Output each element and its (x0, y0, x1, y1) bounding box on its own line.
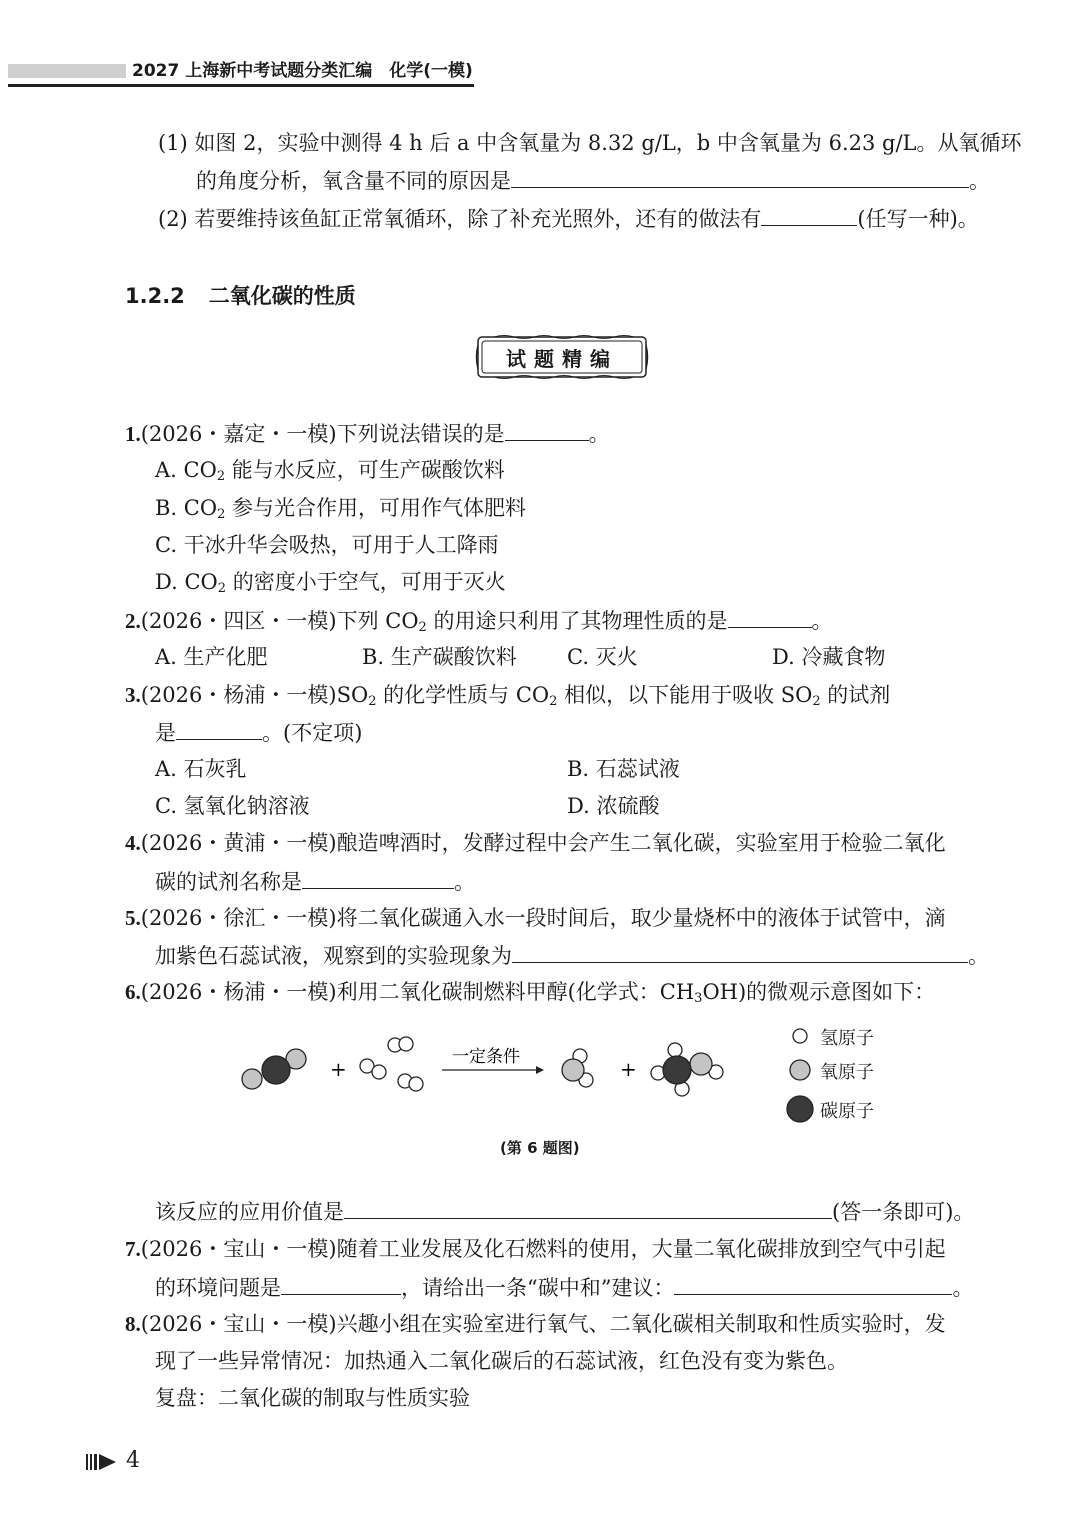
question-number: 3. (125, 683, 141, 707)
q1-option-c: C. 干冰升华会吸热，可用于人工降雨 (155, 533, 499, 557)
answer-blank[interactable] (512, 940, 968, 963)
q2-stem-end: 。 (811, 609, 833, 633)
q3-option-b: B. 石蕊试液 (567, 757, 680, 781)
q7-stem-line2 (155, 1272, 973, 1303)
q4-stem-end: 。 (454, 870, 475, 894)
q3-stem-line2 (155, 717, 362, 748)
q3-option-c: C. 氢氧化钠溶液 (155, 794, 310, 818)
question-number: 1. (125, 422, 141, 446)
q3-stem-text: 的化学性质与 CO (376, 683, 550, 707)
option-text: A. CO (155, 458, 217, 482)
top-q2-text: (2) 若要维持该鱼缸正常氧循环，除了补充光照外，还有的做法有 (158, 207, 762, 231)
top-q1-line2-text: 的角度分析，氧含量不同的原因是 (196, 169, 511, 193)
header-decoration-bar (8, 64, 126, 78)
q3-stem-text: (2026・杨浦・一模)SO (140, 683, 369, 707)
legend-swatches (785, 1020, 815, 1130)
q5-stem-line2 (155, 940, 989, 971)
answer-blank[interactable] (281, 1272, 401, 1295)
subscript: 2 (217, 507, 226, 522)
figure-caption: (第 6 题图) (500, 1139, 580, 1157)
q7-stem-end: 。 (952, 1276, 974, 1300)
arrow-label: 一定条件 (452, 1047, 520, 1067)
q3-option-d: D. 浓硫酸 (567, 794, 660, 818)
subscript: 2 (549, 694, 558, 709)
h2-molecules (360, 1037, 423, 1091)
q3-option-a: A. 石灰乳 (155, 757, 247, 781)
q3-stem-text: 的试剂 (820, 683, 891, 707)
q3-stem (125, 680, 890, 710)
option-text: 能与水反应，可生产碳酸饮料 (225, 458, 505, 482)
q2-stem (125, 605, 833, 636)
subscript: 3 (694, 991, 703, 1006)
q4-stem-line2 (155, 866, 475, 897)
q4-stem (125, 828, 946, 858)
q8-stem (125, 1309, 946, 1339)
answer-blank[interactable] (505, 418, 589, 441)
q5-stem (125, 903, 946, 933)
carbon-atom-icon (787, 1096, 813, 1122)
q3-stem-end: 。(不定项) (262, 721, 363, 745)
q5-stem-text: 加紫色石蕊试液，观察到的实验现象为 (155, 944, 512, 968)
option-text: D. CO (155, 570, 218, 594)
question-number: 6. (125, 980, 141, 1004)
plus-sign: + (330, 1057, 347, 1081)
subscript: 2 (368, 694, 377, 709)
question-number: 8. (125, 1312, 141, 1336)
q2-option-c: C. 灭火 (567, 645, 638, 669)
q1-option-d (155, 567, 506, 597)
answer-blank[interactable] (344, 1196, 832, 1219)
banner-title: 试题精编 (506, 347, 618, 371)
top-q1-line1: (1) 如图 2，实验中测得 4 h 后 a 中含氧量为 8.32 g/L，b 中含氧量为 6.23 g/L。从氧循环 (158, 131, 1022, 155)
top-q1-line2 (196, 165, 990, 196)
header-title: 2027 上海新中考试题分类汇编 化学(一模) (132, 61, 473, 81)
question-number: 7. (125, 1237, 141, 1261)
question-number: 4. (125, 831, 141, 855)
q1-stem (125, 418, 610, 449)
legend-carbon: 碳原子 (820, 1101, 874, 1122)
option-text: 参与光合作用，可用作气体肥料 (225, 496, 527, 520)
q7-stem-text: 的环境问题是 (155, 1276, 281, 1300)
top-q2 (158, 203, 979, 234)
answer-blank[interactable] (761, 203, 857, 226)
arrow-head-icon (536, 1066, 544, 1074)
option-text: 的密度小于空气，可用于灭火 (226, 570, 506, 594)
q3-stem-text: 相似，以下能用于吸收 SO (557, 683, 813, 707)
question-number: 5. (125, 906, 141, 930)
q2-option-b: B. 生产碳酸饮料 (362, 645, 517, 669)
subscript: 2 (216, 469, 226, 484)
q8-stem-text: (2026・宝山・一模)兴趣小组在实验室进行氧气、二氧化碳相关制取和性质实验时，发 (140, 1312, 946, 1336)
q1-option-a (155, 455, 505, 485)
h2o-molecule (562, 1049, 593, 1087)
q2-option-d: D. 冷藏食物 (772, 645, 886, 669)
legend-hydrogen: 氢原子 (820, 1028, 874, 1049)
q2-stem-text: (2026・四区・一模)下列 CO (140, 609, 419, 633)
q6-application (155, 1196, 974, 1227)
legend-oxygen: 氧原子 (820, 1062, 874, 1083)
page-marker-icon (86, 1452, 122, 1472)
q7-stem-text: ，请给出一条“碳中和”建议： (401, 1276, 675, 1300)
answer-blank[interactable] (674, 1272, 952, 1295)
answer-blank[interactable] (176, 717, 262, 740)
top-q1-line2-end: 。 (969, 169, 990, 193)
q4-stem-text: (2026・黄浦・一模)酿造啤酒时，发酵过程中会产生二氧化碳，实验室用于检验二氧化 (140, 831, 946, 855)
answer-blank[interactable] (728, 605, 812, 628)
q7-stem-text: (2026・宝山・一模)随着工业发展及化石燃料的使用，大量二氧化碳排放到空气中引起 (140, 1237, 946, 1261)
q6-stem-text: OH)的微观示意图如下： (702, 980, 936, 1004)
q1-option-b (155, 493, 526, 523)
co2-molecule (242, 1049, 306, 1089)
q7-stem (125, 1234, 946, 1264)
answer-blank[interactable] (511, 165, 969, 188)
oxygen-atom-icon (790, 1060, 810, 1080)
q2-stem-text: 的用途只利用了其物理性质的是 (426, 609, 728, 633)
reaction-diagram (230, 1020, 750, 1130)
q1-stem-text: (2026・嘉定・一模)下列说法错误的是 (140, 422, 505, 446)
page-number: 4 (126, 1448, 140, 1473)
subscript: 2 (418, 620, 427, 635)
q5-stem-text: (2026・徐汇・一模)将二氧化碳通入水一段时间后，取少量烧杯中的液体于试管中，滴 (140, 906, 946, 930)
q2-option-a: A. 生产化肥 (155, 645, 268, 669)
q4-stem-text: 碳的试剂名称是 (155, 870, 302, 894)
q5-stem-end: 。 (968, 944, 989, 968)
q3-stem-text: 是 (155, 721, 176, 745)
subscript: 2 (812, 694, 821, 709)
q8-stem-line2: 现了一些异常情况：加热通入二氧化碳后的石蕊试液，红色没有变为紫色。 (155, 1349, 848, 1373)
q6-stem (125, 977, 935, 1007)
answer-blank[interactable] (302, 866, 454, 889)
subscript: 2 (217, 581, 227, 596)
q6-application-end: (答一条即可)。 (832, 1200, 975, 1224)
plus-sign: + (620, 1057, 637, 1081)
q6-application-text: 该反应的应用价值是 (155, 1200, 344, 1224)
q1-stem-end: 。 (588, 422, 610, 446)
option-text: B. CO (155, 496, 218, 520)
q8-review: 复盘：二氧化碳的制取与性质实验 (155, 1386, 470, 1410)
question-number: 2. (125, 609, 141, 633)
header-rule (8, 84, 474, 87)
section-heading (125, 280, 356, 310)
section-title: 二氧化碳的性质 (208, 284, 356, 308)
q6-stem-text: (2026・杨浦・一模)利用二氧化碳制燃料甲醇(化学式：CH (140, 980, 695, 1004)
ch3oh-molecule (651, 1043, 723, 1096)
top-q2-end: (任写一种)。 (857, 207, 979, 231)
hydrogen-atom-icon (793, 1029, 807, 1043)
section-number: 1.2.2 (125, 284, 185, 308)
